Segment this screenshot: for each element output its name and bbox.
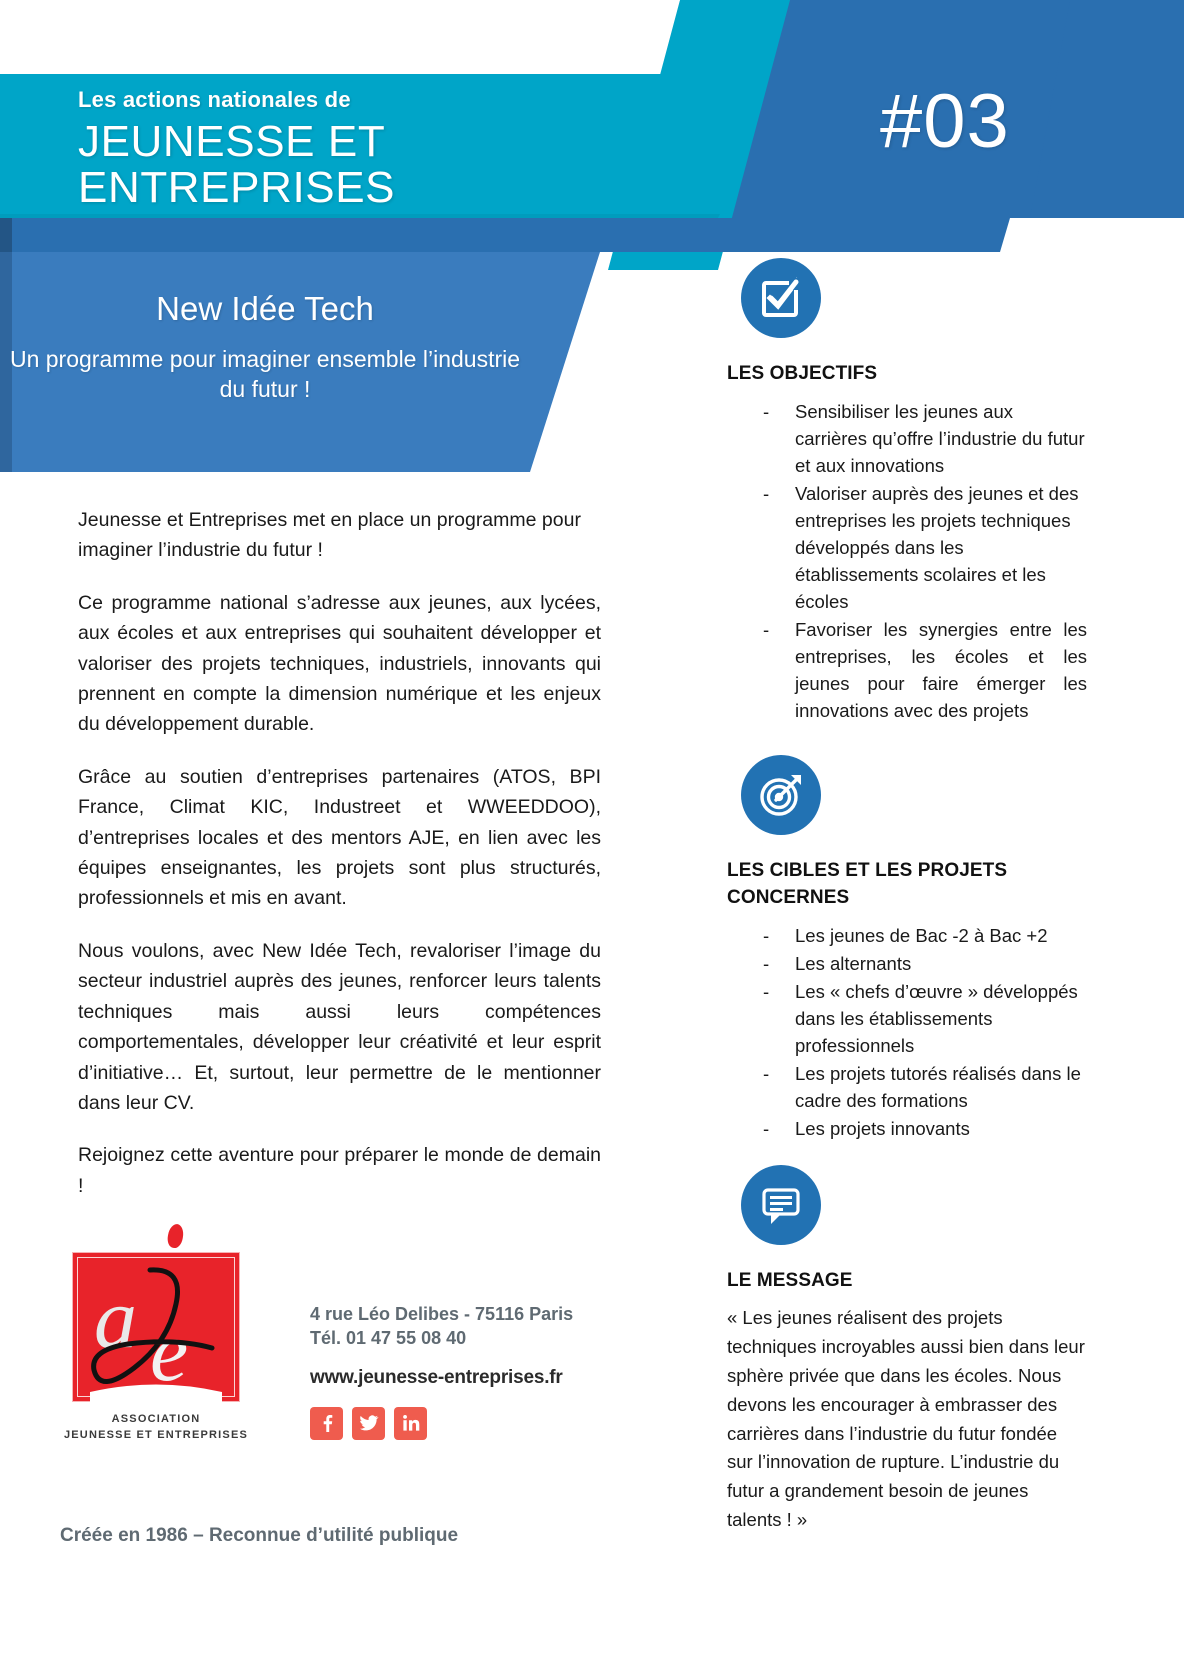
header-kicker: Les actions nationales de: [78, 87, 351, 112]
section-heading-objectives: LES OBJECTIFS: [727, 363, 878, 384]
dash-bullet: -: [763, 400, 770, 422]
section-heading-message: LE MESSAGE: [727, 1269, 853, 1291]
spacer: [727, 725, 1087, 755]
dash-bullet: -: [763, 1062, 770, 1084]
list-item-text: Valoriser auprès des jeunes et des entreprises les projets techniques développés dans les établissements scolaires et les écoles: [795, 482, 1079, 612]
body-paragraph: Jeunesse et Entreprises met en place un programme pour imaginer l’industrie du futur !: [78, 509, 581, 562]
logo-accent-dot: [166, 1223, 185, 1249]
section-heading-targets: LES CIBLES ET LES PROJETS CONCERNES: [727, 859, 1008, 909]
speech-bubble-icon: [741, 1165, 821, 1245]
svg-text:e: e: [150, 1303, 189, 1399]
list-item-text: Les projets tutorés réalisés dans le cadre des formations: [795, 1062, 1081, 1111]
social-links: [310, 1407, 650, 1440]
list-item: [741, 398, 1087, 479]
list-item-text: Sensibiliser les jeunes aux carrières qu’offre l’industrie du futur et aux innovations: [795, 400, 1085, 476]
body-paragraph: Grâce au soutien d’entreprises partenaires (ATOS, BPI France, Climat KIC, Industreet et WWEEDDOO), d’entreprises locales et des mentors AJE, en lien avec les équipes enseignantes, les projets sont plus structurés, professionnels et mis en avant.: [78, 765, 601, 910]
logo-caption: [60, 1412, 252, 1444]
list-item: [741, 480, 1087, 615]
header-text-group: [78, 88, 698, 212]
objectives-list: [741, 398, 1087, 724]
list-item: [741, 922, 1087, 949]
logo-aje-mark: [72, 1252, 240, 1402]
list-item-text: Les jeunes de Bac -2 à Bac +2: [795, 924, 1048, 946]
program-subtitle: Un programme pour imaginer ensemble l’industrie du futur !: [9, 345, 521, 403]
svg-text:a: a: [94, 1270, 137, 1366]
title-block: [0, 218, 660, 472]
dash-bullet: -: [763, 618, 770, 640]
contact-website[interactable]: www.jeunesse-entreprises.fr: [310, 1366, 563, 1388]
spacer: [727, 1143, 1087, 1165]
list-item: [741, 616, 1087, 724]
body-paragraph: Ce programme national s’adresse aux jeunes, aux lycées, aux écoles et aux entreprises qui souhaitent développer et valoriser des projets techniques, industriels, innovants qui prennent en compte la dimension numérique et les enjeux du développement durable.: [78, 591, 601, 736]
title-block-text: [0, 290, 530, 405]
page-footer: [60, 1222, 680, 1512]
program-title: New Idée Tech: [156, 290, 374, 327]
list-item: [741, 978, 1087, 1059]
dash-bullet: -: [763, 482, 770, 504]
dash-bullet: -: [763, 980, 770, 1002]
linkedin-icon[interactable]: [394, 1407, 427, 1440]
body-paragraph: Rejoignez cette aventure pour préparer le monde de demain !: [78, 1144, 601, 1197]
target-arrow-icon: [741, 755, 821, 835]
checkbox-check-icon: [741, 258, 821, 338]
logo-caption-line1: ASSOCIATION: [111, 1413, 201, 1425]
list-item-text: Les alternants: [795, 952, 912, 974]
list-item: [741, 1060, 1087, 1114]
issue-number: #03: [880, 79, 1010, 164]
message-quote: « Les jeunes réalisent des projets techniques incroyables aussi bien dans leur sphère privée que dans les écoles. Nous devons les encourager à embrasser des carrières dans l’industrie du futur fondée sur l’innovation de rupture. L’industrie du futur a grandement besoin de jeunes talents ! »: [727, 1307, 1085, 1531]
list-item: [741, 1115, 1087, 1142]
header-title: JEUNESSE ET ENTREPRISES: [78, 117, 396, 213]
footer-tagline: Créée en 1986 – Reconnue d’utilité publique: [60, 1525, 459, 1546]
dash-bullet: -: [763, 952, 770, 974]
main-body-column: [78, 505, 601, 1223]
targets-list: [741, 922, 1087, 1142]
twitter-icon[interactable]: [352, 1407, 385, 1440]
list-item-text: Les « chefs d’œuvre » développés dans les établissements professionnels: [795, 980, 1078, 1056]
body-paragraph: Nous voulons, avec New Idée Tech, revaloriser l’image du secteur industriel auprès des jeunes, renforcer leurs talents techniques mais aussi leurs compétences comportementales, développer leur créativité et leur esprit d’initiative… Et, surtout, leur permettre de le mentionner dans leur CV.: [78, 939, 601, 1114]
list-item: [741, 950, 1087, 977]
dash-bullet: -: [763, 1117, 770, 1139]
contact-address: 4 rue Léo Delibes - 75116 Paris: [310, 1304, 574, 1324]
sidebar-column: [727, 258, 1087, 1535]
facebook-icon[interactable]: [310, 1407, 343, 1440]
contact-block: [310, 1302, 650, 1440]
list-item-text: Les projets innovants: [795, 1117, 970, 1139]
logo-caption-line2: JEUNESSE ET ENTREPRISES: [63, 1428, 249, 1441]
list-item-text: Favoriser les synergies entre les entreprises, les écoles et les jeunes pour faire émerger les innovations avec des projets: [795, 618, 1087, 721]
dash-bullet: -: [763, 924, 770, 946]
contact-phone: Tél. 01 47 55 08 40: [310, 1328, 467, 1349]
